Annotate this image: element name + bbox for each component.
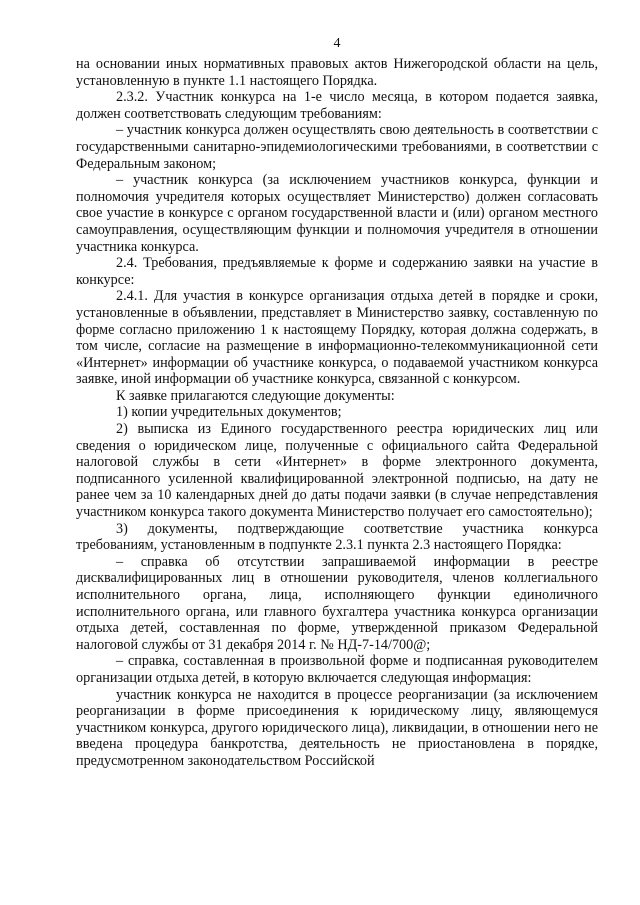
- paragraph-continuation: на основании иных нормативных правовых актов Нижегородской области на цель, установленную в пункте 1.1 настоящего Порядка.: [76, 56, 598, 89]
- paragraph-2-4: 2.4. Требования, предъявляемые к форме и содержанию заявки на участие в конкурсе:: [76, 255, 598, 288]
- paragraph-reorganization: участник конкурса не находится в процессе реорганизации (за исключением реорганизации в форме присоединения к юридическому лицу, являющемуся участником конкурса, другого юридического лица), ликвидации, в отношении него не введена процедура банкротства, деятельность не приостановлена в порядке, предусмотренном законодательством Российской: [76, 686, 598, 769]
- paragraph-disqualified-certificate: – справка об отсутствии запрашиваемой информации в реестре дисквалифицированных лиц в отношении руководителя, членов коллегиального исполнительного органа, лица, исполняющего функции единоличного исполнительного органа, или главного бухгалтера участника конкурса организации отдыха детей, составленная по форме, утвержденной приказом Федеральной налоговой службы от 31 декабря 2014 г. № НД-7-14/700@;: [76, 553, 598, 653]
- paragraph-requirement-sanitary: – участник конкурса должен осуществлять свою деятельность в соответствии с государственными санитарно-эпидемиологическими требованиями, в соответствии с Федеральным законом;: [76, 122, 598, 172]
- paragraph-attachments-intro: К заявке прилагаются следующие документы:: [116, 387, 395, 404]
- paragraph-item-1: 1) копии учредительных документов;: [116, 404, 342, 421]
- paragraph-2-3-2: 2.3.2. Участник конкурса на 1-е число месяца, в котором подается заявка, должен соответствовать следующим требованиям:: [76, 89, 598, 122]
- page-number: 4: [333, 36, 341, 51]
- paragraph-item-2: 2) выписка из Единого государственного реестра юридических лиц или сведения о юридическом лице, полученные с официального сайта Федеральной налоговой службы в сети «Интернет» в форме электронного документа, подписанного усиленной квалифицированной электронной подписью, на дату не ранее чем за 10 календарных дней до даты подачи заявки (в случае непредставления участником конкурса такого документа Министерство получает его самостоятельно);: [76, 421, 598, 521]
- paragraph-requirement-approval: – участник конкурса (за исключением участников конкурса, функции и полномочия учредителя которых осуществляет Министерство) должен согласовать свое участие в конкурсе с органом государственной власти и (или) органом местного самоуправления, осуществляющим функции и полномочия учредителя в отношении участника конкурса.: [76, 172, 598, 255]
- paragraph-2-4-1: 2.4.1. Для участия в конкурсе организация отдыха детей в порядке и сроки, установленные в объявлении, представляет в Министерство заявку, составленную по форме согласно приложению 1 к настоящему Порядку, которая должна содержать, в том числе, согласие на размещение в информационно-телекоммуникационной сети «Интернет» информации об участнике конкурса, о подаваемой участником конкурса заявке, иной информации об участнике конкурса, связанной с конкурсом.: [76, 288, 598, 388]
- paragraph-free-form-certificate: – справка, составленная в произвольной форме и подписанная руководителем организации отдыха детей, в которую включается следующая информация:: [76, 653, 598, 686]
- paragraph-item-3: 3) документы, подтверждающие соответствие участника конкурса требованиям, установленным в подпункте 2.3.1 пункта 2.3 настоящего Порядка:: [76, 520, 598, 554]
